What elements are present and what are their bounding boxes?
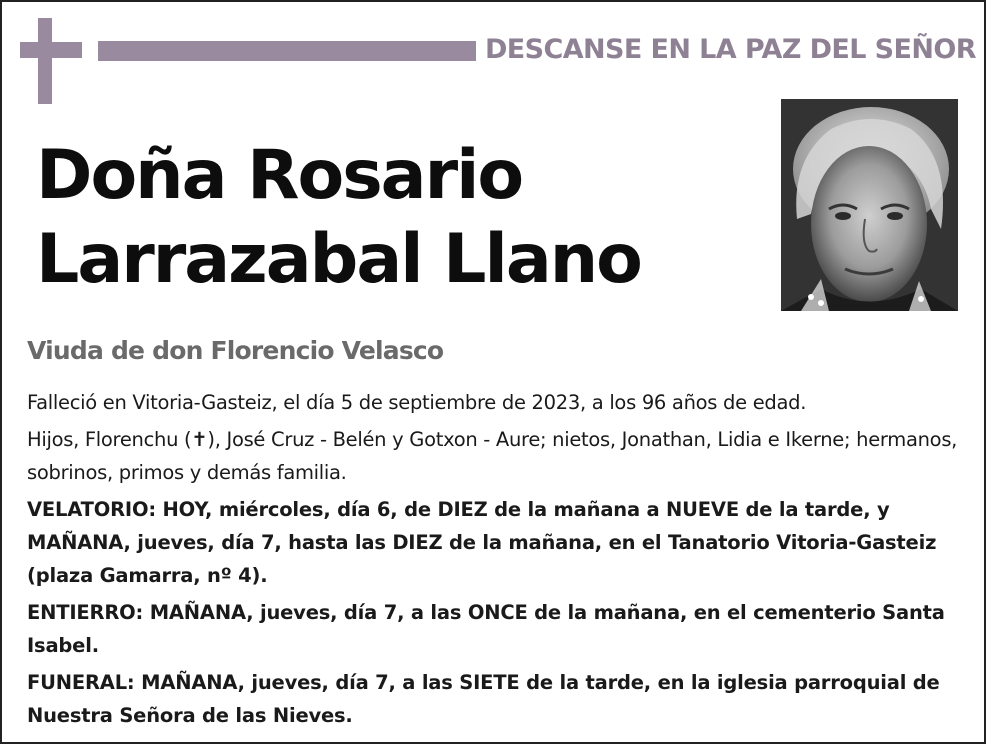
header-divider-bar	[98, 41, 476, 61]
family-list-part-2: ), José Cruz - Belén y Gotxon - Aure; nietos, Jonathan, Lidia e Ikerne; hermanos, sobrinos, primos y demás familia.	[27, 428, 958, 484]
cross-small-icon: ✝	[191, 428, 208, 451]
cross-icon	[38, 18, 52, 104]
death-statement: Falleció en Vitoria-Gasteiz, el día 5 de septiembre de 2023, a los 96 años de edad.	[27, 391, 807, 414]
name-line-1: Doña Rosario	[36, 136, 523, 215]
notice-body	[27, 386, 962, 736]
burial-details: ENTIERRO: MAÑANA, jueves, día 7, a las ONCE de la mañana, en el cementerio Santa Isabel.	[27, 601, 945, 657]
family-list-part-1: Hijos, Florenchu (	[27, 428, 192, 451]
funeral-details: FUNERAL: MAÑANA, jueves, día 7, a las SIETE de la tarde, en la iglesia parroquial de Nuestra Señora de las Nieves.	[27, 671, 940, 727]
name-line-2: Larrazabal Llano	[36, 220, 641, 299]
widow-of-line: Viuda de don Florencio Velasco	[27, 336, 444, 365]
family-list	[27, 423, 962, 489]
cross-icon-bar	[20, 42, 82, 58]
header-tagline: DESCANSE EN LA PAZ DEL SEÑOR	[485, 34, 976, 65]
deceased-name	[36, 134, 641, 302]
portrait-photo	[781, 99, 958, 311]
wake-details: VELATORIO: HOY, miércoles, día 6, de DIEZ de la mañana a NUEVE de la tarde, y MAÑANA, jueves, día 7, hasta las DIEZ de la mañana, en el Tanatorio Vitoria-Gasteiz (plaza Gamarra, nº 4).	[27, 498, 937, 587]
